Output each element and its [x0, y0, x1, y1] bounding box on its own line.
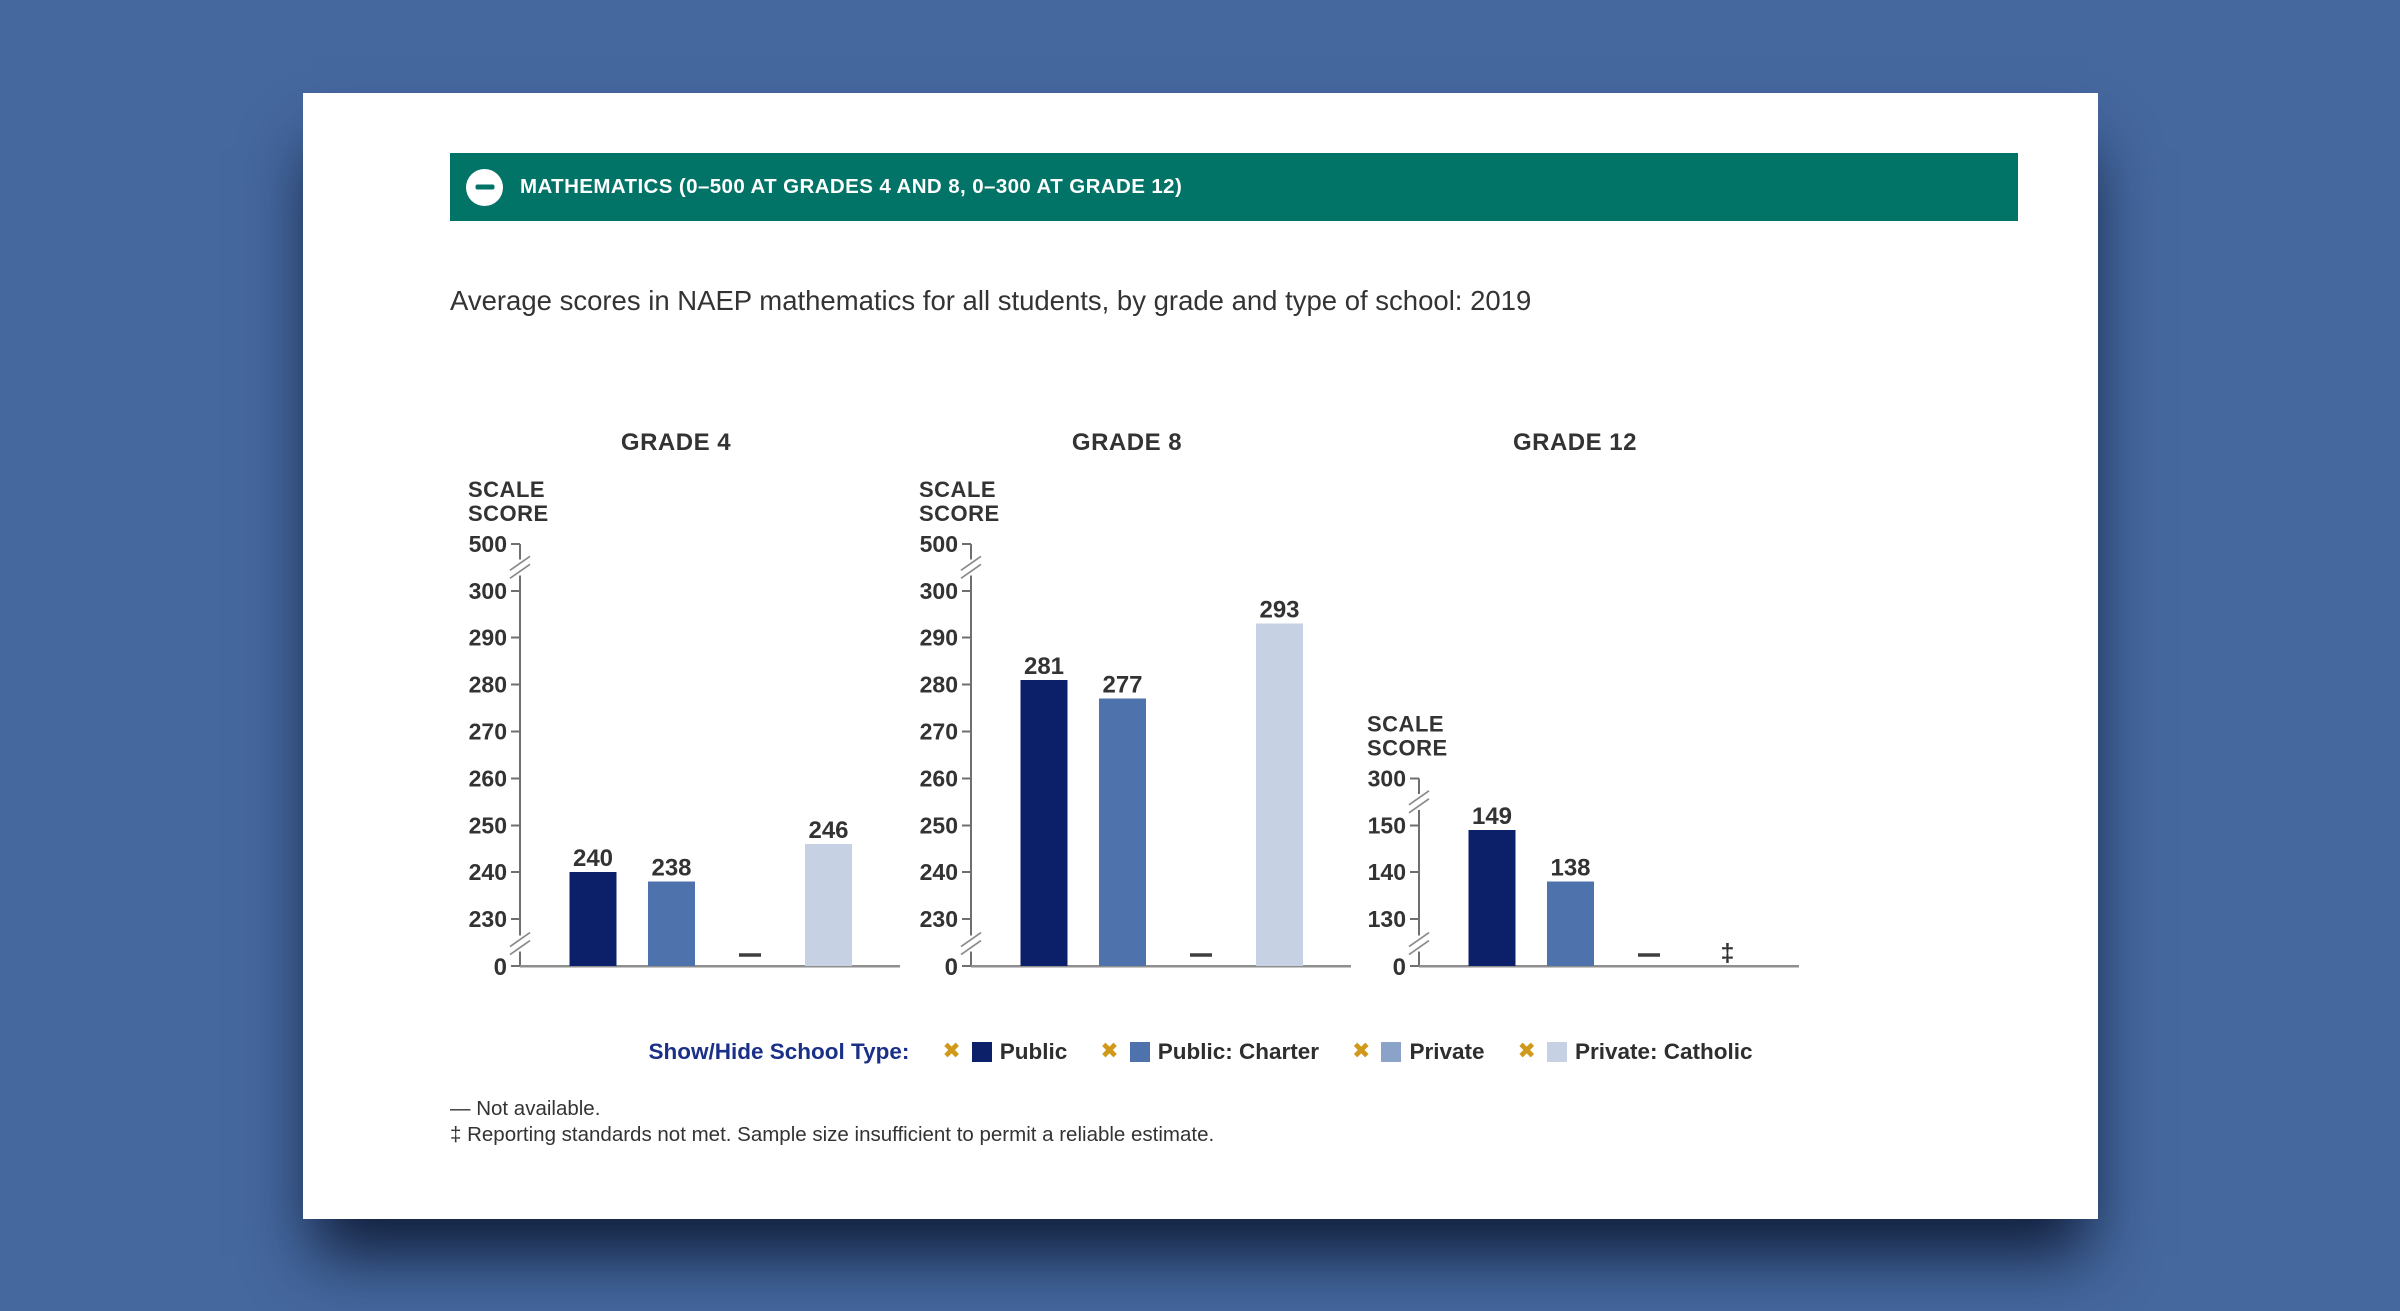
y-tick-label: 240 — [468, 859, 507, 886]
y-tick-label: 270 — [468, 718, 507, 745]
y-tick-label: 300 — [919, 577, 958, 604]
y-tick-label: 280 — [919, 671, 958, 698]
collapse-section-button[interactable] — [466, 169, 503, 206]
bar-value-grade-4-public-charter: 238 — [651, 854, 692, 882]
minus-icon — [475, 185, 494, 190]
y-tick-label: 130 — [1367, 906, 1406, 933]
bar-grade-8-public — [1021, 680, 1068, 966]
legend-item-label: Private: Catholic — [1574, 1039, 1753, 1064]
legend-swatch-private — [1381, 1042, 1401, 1062]
bar-value-grade-12-public-charter: 138 — [1550, 854, 1591, 882]
bar-value-grade-8-private-catholic: 293 — [1259, 596, 1300, 624]
bar-value-grade-8-public-charter: 277 — [1102, 671, 1143, 699]
chart-grade-4 — [468, 429, 900, 980]
y-tick-label: 270 — [919, 718, 958, 745]
chart-title: GRADE 4 — [620, 429, 732, 456]
footnotes — [450, 1096, 1214, 1148]
y-tick-label: 290 — [468, 624, 507, 651]
legend-swatch-private-catholic — [1547, 1042, 1567, 1062]
bar-value-grade-8-public: 281 — [1023, 652, 1065, 680]
bar-value-grade-4-public: 240 — [572, 845, 614, 873]
bar-value-grade-4-private-catholic: 246 — [808, 817, 849, 845]
y-tick-label: 500 — [468, 530, 507, 557]
y-tick-label: 0 — [493, 954, 507, 980]
bar-value-grade-12-public: 149 — [1471, 802, 1513, 830]
legend-item-private-catholic[interactable] — [1518, 1039, 1753, 1065]
hide-toggle-icon[interactable]: ✖ — [1352, 1039, 1371, 1064]
chart-grade-8 — [919, 429, 1351, 980]
y-tick-label: 260 — [468, 765, 507, 792]
section-header-title: MATHEMATICS (0–500 AT GRADES 4 AND 8, 0–300 AT GRADE 12) — [520, 175, 1183, 198]
bar-grade-8-private-catholic — [1256, 624, 1303, 966]
y-tick-label: 0 — [1392, 954, 1406, 980]
y-tick-label: 230 — [468, 906, 507, 933]
legend-item-private[interactable] — [1352, 1039, 1485, 1065]
y-axis-label: SCALE — [1367, 711, 1445, 737]
bar-grade-12-public — [1469, 830, 1516, 966]
legend-label: Show/Hide School Type: — [648, 1039, 910, 1064]
bar-grade-8-public-charter — [1099, 699, 1146, 966]
section-header — [450, 153, 2018, 221]
y-tick-label: 290 — [919, 624, 958, 651]
reporting-standards-symbol-grade-12-private-catholic: ‡ — [1720, 939, 1735, 967]
y-tick-label: 500 — [919, 530, 958, 557]
y-tick-label: 140 — [1367, 859, 1406, 886]
y-tick-label: 300 — [1367, 765, 1406, 792]
bar-grade-4-public-charter — [648, 882, 695, 966]
hide-toggle-icon[interactable]: ✖ — [942, 1039, 961, 1064]
y-tick-label: 260 — [919, 765, 958, 792]
y-tick-label: 230 — [919, 906, 958, 933]
legend-item-public[interactable] — [942, 1039, 1067, 1065]
chart-grade-12 — [1367, 429, 1799, 980]
y-tick-label: 280 — [468, 671, 507, 698]
y-axis-label: SCORE — [468, 500, 549, 526]
legend-swatch-public — [972, 1042, 992, 1062]
y-tick-label: 0 — [944, 954, 958, 980]
legend-item-label: Public — [999, 1039, 1068, 1064]
legend — [303, 1032, 2098, 1072]
y-tick-label: 150 — [1367, 812, 1406, 839]
bar-grade-4-private-catholic — [805, 844, 852, 966]
footnote-not-available: — Not available. — [450, 1097, 601, 1120]
y-tick-label: 250 — [468, 812, 507, 839]
y-tick-label: 250 — [919, 812, 958, 839]
y-tick-label: 300 — [468, 577, 507, 604]
y-tick-label: 240 — [919, 859, 958, 886]
footnote-reporting-standards: ‡ Reporting standards not met. Sample size insufficient to permit a reliable estimate. — [450, 1123, 1215, 1146]
y-axis-label: SCALE — [919, 476, 997, 502]
y-axis-label: SCALE — [468, 476, 546, 502]
chart-title: GRADE 12 — [1512, 429, 1638, 456]
legend-item-label: Private — [1409, 1039, 1485, 1064]
report-card — [303, 93, 2098, 1219]
page-title: Average scores in NAEP mathematics for all students, by grade and type of school: 2019 — [450, 285, 1532, 316]
hide-toggle-icon[interactable]: ✖ — [1100, 1039, 1119, 1064]
bar-grade-4-public — [570, 872, 617, 966]
chart-title: GRADE 8 — [1071, 429, 1183, 456]
legend-swatch-public-charter — [1130, 1042, 1150, 1062]
bar-grade-12-public-charter — [1547, 882, 1594, 966]
bar-charts-figure — [403, 420, 1853, 980]
legend-item-public-charter[interactable] — [1100, 1039, 1319, 1065]
legend-item-label: Public: Charter — [1157, 1039, 1320, 1064]
hide-toggle-icon[interactable]: ✖ — [1517, 1039, 1536, 1064]
y-axis-label: SCORE — [919, 500, 1000, 526]
y-axis-label: SCORE — [1367, 735, 1448, 761]
